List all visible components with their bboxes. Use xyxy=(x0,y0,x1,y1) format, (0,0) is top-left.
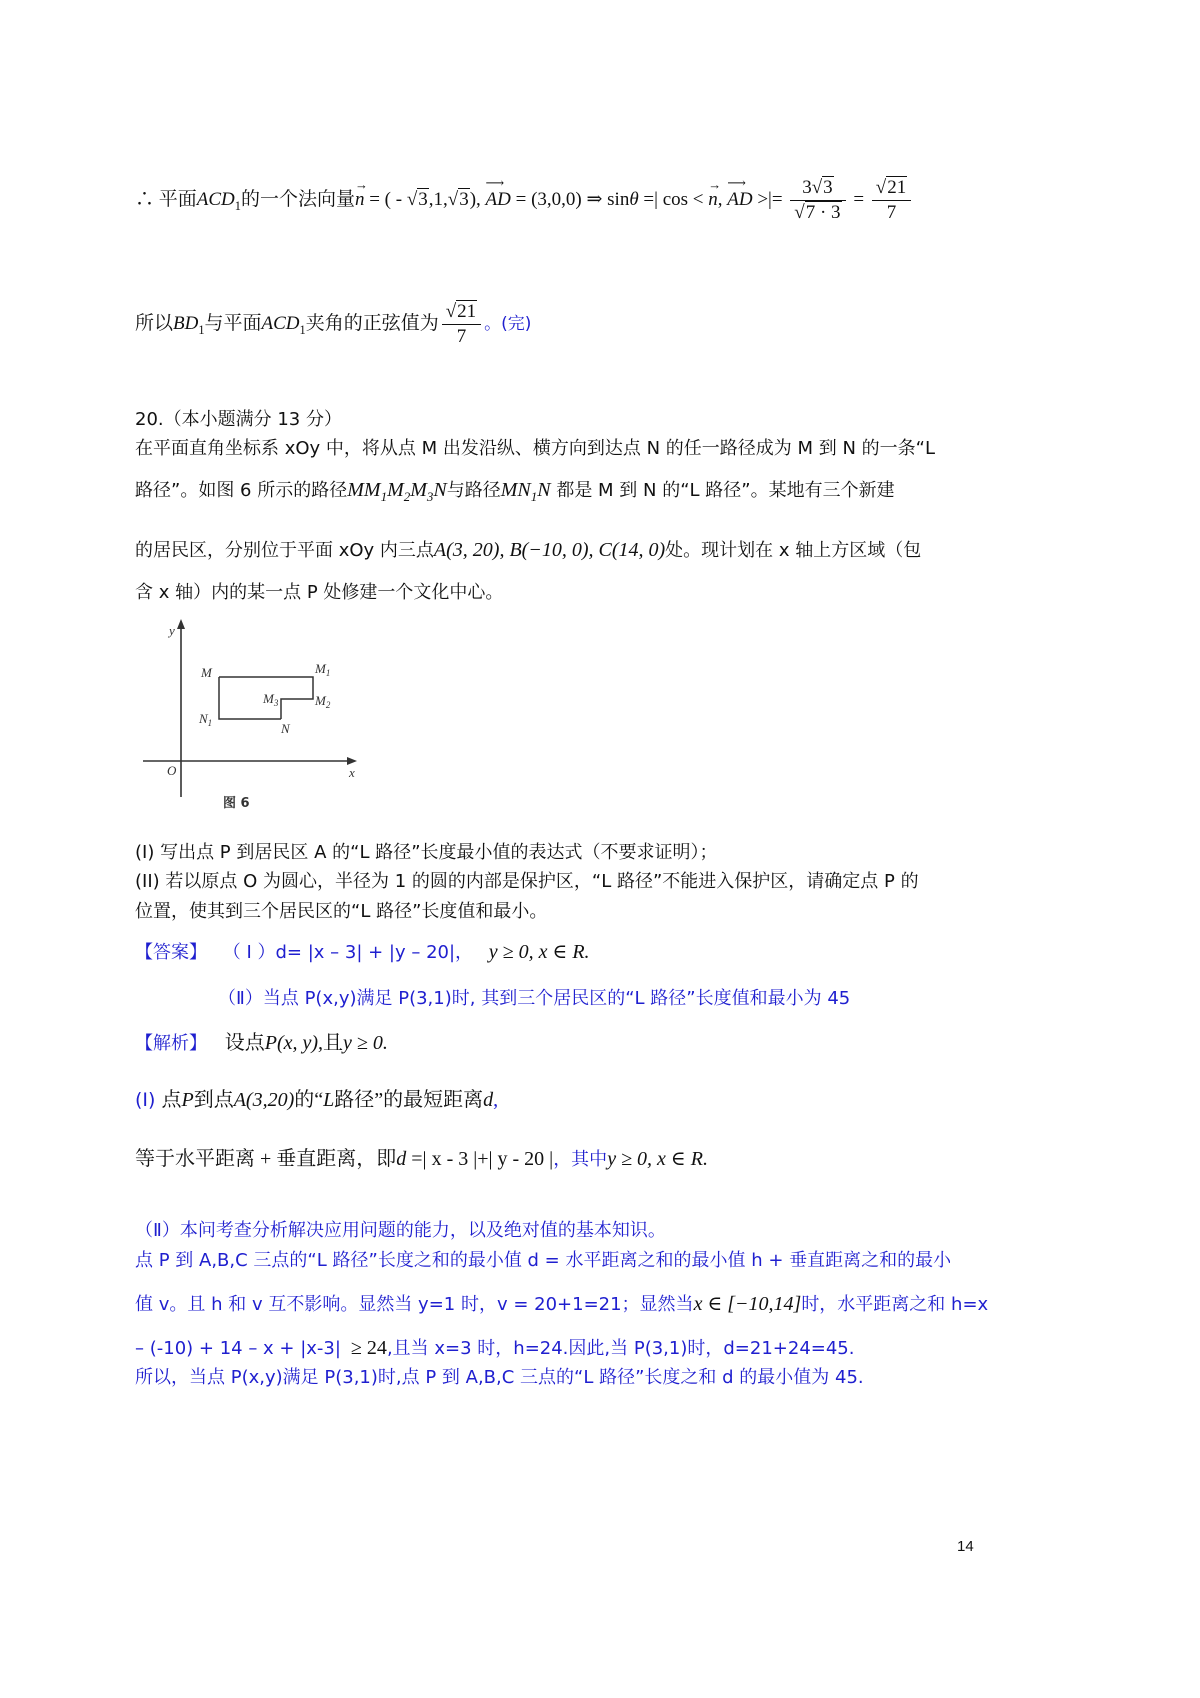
subquestion-2-line-2: 位置，使其到三个居民区的“L 路径”长度值和最小。 xyxy=(135,901,548,922)
analysis-label: 【解析】 xyxy=(135,1033,207,1054)
question-paragraph-4: 含 x 轴）内的某一点 P 处修建一个文化中心。 xyxy=(135,582,504,603)
label-n: N xyxy=(281,721,290,736)
question-paragraph-1: 在平面直角坐标系 xOy 中，将从点 M 出发沿纵、横方向到达点 N 的任一路径成为 M 到 N 的一条“L xyxy=(135,438,936,459)
path-2: $MN_1N$ xyxy=(500,479,551,504)
analysis-line xyxy=(135,1026,388,1055)
label-n1: $N_1$ xyxy=(199,711,213,728)
vec-comma: ,1, xyxy=(428,189,448,211)
formula-where: ，其中 xyxy=(553,1149,608,1170)
bd-sub: 1 xyxy=(198,322,205,337)
analysis-setup: 设点P(x, y),且y ≥ 0. xyxy=(224,1032,388,1054)
sqrt3-a: √3 xyxy=(406,189,428,211)
solution-part-1-formula xyxy=(135,1142,708,1171)
x-axis-arrow xyxy=(347,757,357,765)
cos-close: >|= xyxy=(752,189,788,211)
sqrt3-b: √3 xyxy=(447,189,469,211)
plane-sub: 1 xyxy=(234,198,241,213)
ge-24: ≥ 24 xyxy=(350,1337,387,1359)
solution-conclusion: 所以，当点 P(x,y)满足 P(3,1)时,点 P 到 A,B,C 三点的“L 路径”长度之和 d 的最小值为 45. xyxy=(135,1367,864,1388)
question-header: 20.（本小题满分 13 分） xyxy=(135,409,342,430)
solution-part-2-line-3 xyxy=(135,1334,854,1360)
p3-text-a: 的居民区，分别位于平面 xOy 内三点 xyxy=(135,540,434,561)
vector-n: → n xyxy=(354,177,368,211)
vector-n-2: → n xyxy=(708,177,722,211)
x-range: x ∈ [−10,14] xyxy=(693,1293,802,1315)
with-plane-text: 与平面 xyxy=(204,313,262,335)
end-mark: 。(完) xyxy=(484,314,532,335)
vector-ad-2: ⟶ AD xyxy=(727,175,753,211)
points-abc: A(3, 20), B(−10, 0), C(14, 0) xyxy=(433,539,666,561)
sine-text: 夹角的正弦值为 xyxy=(305,313,439,335)
cos-open: =| cos < xyxy=(638,189,709,211)
p2-text-c: 都是 M 到 N 的“L 路径”。某地有三个新建 xyxy=(550,480,895,501)
formula-expression: =| x - 3 |+| y - 20 | xyxy=(406,1148,554,1170)
solution-part-2-line-1: 点 P 到 A,B,C 三点的“L 路径”长度之和的最小值 d = 水平距离之和的最小值 h + 垂直距离之和的最小 xyxy=(135,1250,952,1271)
subquestion-2-line-1: (II) 若以原点 O 为圆心，半径为 1 的圆的内部是保护区，“L 路径”不能进入保护区，请确定点 P 的 xyxy=(135,871,919,892)
so-text: 所以 xyxy=(135,313,174,335)
figure-caption: 图 6 xyxy=(223,796,250,811)
plane-sub-2: 1 xyxy=(299,322,306,337)
answer-line-1 xyxy=(135,938,590,964)
part-1-text: 点P到点A(3,20)的“L路径”的最短距离d, xyxy=(161,1089,499,1111)
line3-text-a: – (-10) + 14 – x + |x-3| xyxy=(135,1338,341,1359)
ad-value: = (3,0,0) ⇒ sin xyxy=(510,189,630,211)
vec-open: = ( - xyxy=(364,189,407,211)
origin-label: O xyxy=(167,763,177,778)
line3-text-b: ,且当 x=3 时，h=24.因此,当 P(3,1)时，d=21+24=45. xyxy=(386,1338,855,1359)
fraction-sqrt21-7: $\frac{√21}{7}$ xyxy=(872,176,911,225)
p2-text-a: 路径”。如图 6 所示的路径 xyxy=(135,480,348,501)
solution-part-2-line-2 xyxy=(135,1290,988,1316)
y-axis-label: y xyxy=(169,623,175,638)
solution-part-2-intro: （Ⅱ）本问考查分析解决应用问题的能力，以及绝对值的基本知识。 xyxy=(135,1220,666,1241)
page-number: 14 xyxy=(957,1538,974,1555)
p3-text-b: 处。现计划在 x 轴上方区域（包 xyxy=(665,540,922,561)
plane-label-2: ACD xyxy=(261,313,300,335)
label-m1: $M_1$ xyxy=(315,661,331,678)
sine-conclusion-line xyxy=(135,300,531,349)
answer-label: 【答案】 xyxy=(135,942,207,963)
fraction-sqrt21-7-final: $\frac{√21}{7}$ xyxy=(442,300,481,349)
vector-ad: ⟶ AD xyxy=(485,175,511,211)
formula-condition: y ≥ 0, x ∈ R. xyxy=(607,1148,708,1170)
label-m3: $M_3$ xyxy=(263,691,279,708)
figure-6 xyxy=(135,615,375,815)
cos-comma: , xyxy=(717,189,728,211)
question-paragraph-2 xyxy=(135,476,895,505)
p2-text-b: 与路径 xyxy=(446,480,501,501)
plane-label: ACD xyxy=(196,189,235,211)
line2-text-b: 时，水平距离之和 h=x xyxy=(801,1294,989,1315)
answer-1-condition: y ≥ 0, x ∈ R. xyxy=(488,941,590,963)
therefore-text: ∴ 平面 xyxy=(135,189,197,211)
label-m2: $M_2$ xyxy=(315,693,331,710)
label-m: M xyxy=(201,665,212,680)
equals: = xyxy=(848,189,869,211)
answer-1-text: （ Ⅰ ）d= |x – 3| + |y – 20|， xyxy=(222,942,474,963)
formula-intro: 等于水平距离 + 垂直距离，即 xyxy=(135,1148,397,1170)
subquestion-1: (I) 写出点 P 到居民区 A 的“L 路径”长度最小值的表达式（不要求证明）； xyxy=(135,842,718,863)
formula-d: d xyxy=(396,1148,407,1170)
line2-text-a: 值 v。且 h 和 v 互不影响。显然当 y=1 时，v = 20+1=21；显然当 xyxy=(135,1294,694,1315)
normal-text: 的一个法向量 xyxy=(240,189,355,211)
answer-line-2: （Ⅱ）当点 P(x,y)满足 P(3,1)时, 其到三个居民区的“L 路径”长度值和最小为 45 xyxy=(218,988,851,1009)
question-paragraph-3 xyxy=(135,536,921,562)
solution-part-1-line xyxy=(135,1083,498,1112)
x-axis-label: x xyxy=(349,765,355,780)
theta-symbol: θ xyxy=(629,189,639,211)
normal-vector-line xyxy=(135,176,914,225)
path-1: $MM_1M_2M_3N$ xyxy=(347,479,447,504)
part-1-label: (Ⅰ) xyxy=(135,1089,156,1111)
y-axis-arrow xyxy=(177,619,185,629)
bd-label: BD xyxy=(173,313,199,335)
fraction-3sqrt3: $\frac{3√3}{√7 \cdot 3}$ xyxy=(790,176,845,225)
vec-close: ), xyxy=(469,189,486,211)
